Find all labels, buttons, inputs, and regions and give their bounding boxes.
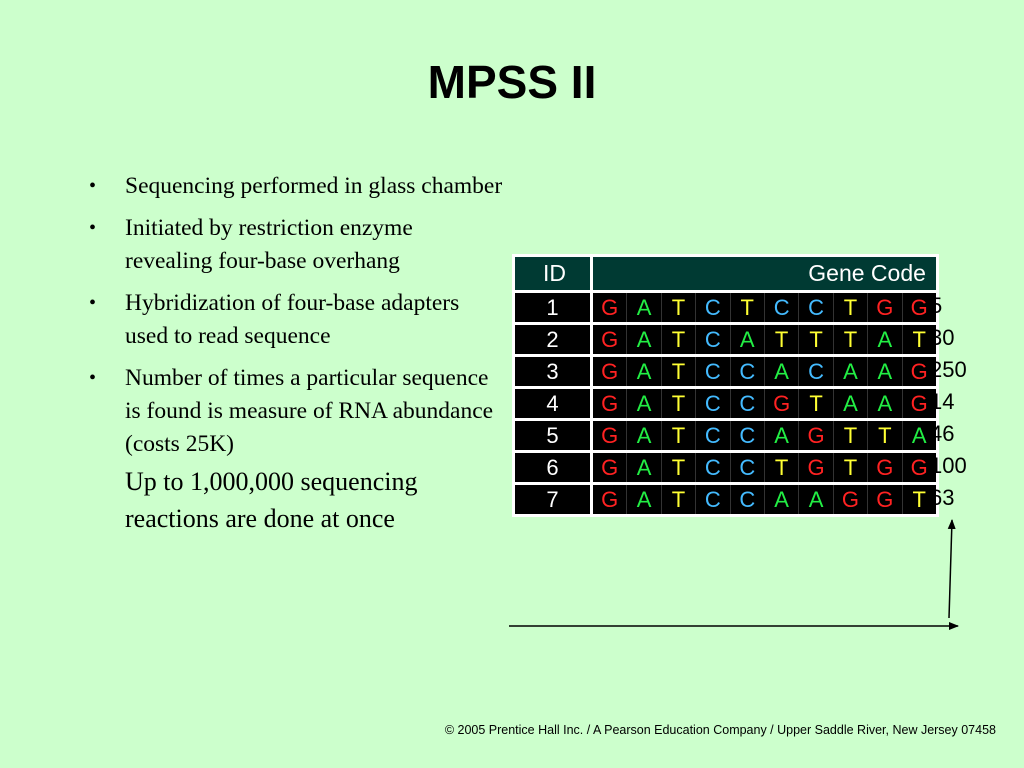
base-cell: A — [627, 484, 661, 515]
base-cell: G — [799, 452, 833, 484]
base-cell: G — [902, 356, 936, 388]
base-cell: G — [833, 484, 867, 515]
base-cell: A — [833, 388, 867, 420]
base-cell: A — [627, 420, 661, 452]
row-id: 4 — [515, 388, 592, 420]
base-cell: A — [730, 324, 764, 356]
base-cell: C — [799, 292, 833, 324]
sequence-count: 63 — [930, 485, 955, 510]
base-cell: A — [833, 356, 867, 388]
sequence-count: 14 — [930, 389, 955, 414]
base-cell: G — [902, 452, 936, 484]
sequence-count: 46 — [930, 421, 955, 446]
base-cell: A — [868, 324, 902, 356]
row-id: 1 — [515, 292, 592, 324]
header-id: ID — [515, 257, 592, 292]
base-cell: T — [833, 420, 867, 452]
base-cell: T — [912, 486, 926, 512]
base-cell: T — [833, 452, 867, 484]
row-id: 7 — [515, 484, 592, 515]
base-cell: C — [696, 484, 730, 515]
base-cell: A — [627, 292, 661, 324]
base-cell: T — [661, 452, 695, 484]
base-cell: C — [730, 356, 764, 388]
bullet-text: Initiated by restriction enzyme revealing four-base overhang — [125, 215, 413, 274]
vertical-arrow — [949, 520, 952, 618]
base-cell: G — [902, 388, 936, 420]
base-cell: T — [661, 388, 695, 420]
base-cell: G — [592, 324, 627, 356]
base-cell: A — [902, 420, 936, 452]
base-cell: A — [799, 484, 833, 515]
base-cell: T — [730, 292, 764, 324]
base-cell: G — [868, 484, 902, 515]
copyright-footer: © 2005 Prentice Hall Inc. / A Pearson Education Company / Upper Saddle River, New Jersey 07458 — [444, 723, 996, 737]
bullet-icon: • — [89, 217, 97, 239]
base-cell: T — [902, 324, 936, 356]
sequence-count: 100 — [930, 453, 967, 478]
base-cell: G — [592, 292, 627, 324]
row-id: 2 — [515, 324, 592, 356]
sequence-count: 250 — [930, 357, 967, 382]
base-cell: A — [868, 388, 902, 420]
base-cell: G — [902, 292, 936, 324]
base-cell: G — [592, 452, 627, 484]
base-cell: C — [696, 388, 730, 420]
base-cell: C — [696, 420, 730, 452]
sequence-count: 30 — [930, 325, 955, 350]
row-id: 5 — [515, 420, 592, 452]
base-cell: A — [868, 356, 902, 388]
base-cell: G — [592, 388, 627, 420]
base-cell: T — [661, 292, 695, 324]
sequence-count: 5 — [930, 293, 943, 318]
row-id: 6 — [515, 452, 592, 484]
base-cell: C — [730, 420, 764, 452]
base-cell: G — [799, 420, 833, 452]
base-cell: C — [730, 452, 764, 484]
base-cell: A — [627, 452, 661, 484]
base-cell: T — [799, 388, 833, 420]
base-cell: G — [592, 356, 627, 388]
base-cell: A — [764, 484, 798, 515]
base-cell: C — [799, 356, 833, 388]
base-cell: T — [799, 324, 833, 356]
bullet-text: Sequencing performed in glass chamber — [125, 173, 503, 199]
base-cell: A — [627, 388, 661, 420]
base-cell: T — [661, 484, 695, 515]
base-cell: T — [868, 420, 902, 452]
base-cell: C — [696, 452, 730, 484]
base-cell: T — [764, 452, 798, 484]
slide-title: MPSS II — [427, 56, 597, 108]
base-cell: C — [696, 292, 730, 324]
base-cell: T — [764, 324, 798, 356]
base-cell: T — [833, 324, 867, 356]
base-cell: T — [661, 356, 695, 388]
base-cell: G — [868, 292, 902, 324]
row-id: 3 — [515, 356, 592, 388]
bullet-icon: • — [89, 292, 97, 314]
base-cell: C — [730, 484, 764, 515]
base-cell: A — [627, 324, 661, 356]
base-cell: C — [696, 356, 730, 388]
bullet-text: Number of times a particular sequence is found is measure of RNA abundance (costs 25K) — [125, 365, 494, 457]
bullet-text: Hybridization of four-base adapters used to read sequence — [125, 290, 460, 349]
header-gene-code: Gene Code — [592, 257, 936, 292]
base-cell: C — [730, 388, 764, 420]
base-cell: T — [661, 420, 695, 452]
base-cell: T — [833, 292, 867, 324]
base-cell: G — [592, 420, 627, 452]
bullet-icon: • — [89, 175, 97, 197]
base-cell: A — [764, 356, 798, 388]
base-cell: A — [627, 356, 661, 388]
base-cell: G — [764, 388, 798, 420]
base-cell: A — [764, 420, 798, 452]
base-cell: T — [661, 324, 695, 356]
base-cell: G — [868, 452, 902, 484]
bullet-extra-text: Up to 1,000,000 sequencing reactions are done at once — [125, 467, 418, 533]
base-cell: C — [696, 324, 730, 356]
bullet-icon: • — [89, 367, 97, 389]
base-cell: C — [764, 292, 798, 324]
base-cell: G — [592, 484, 627, 515]
